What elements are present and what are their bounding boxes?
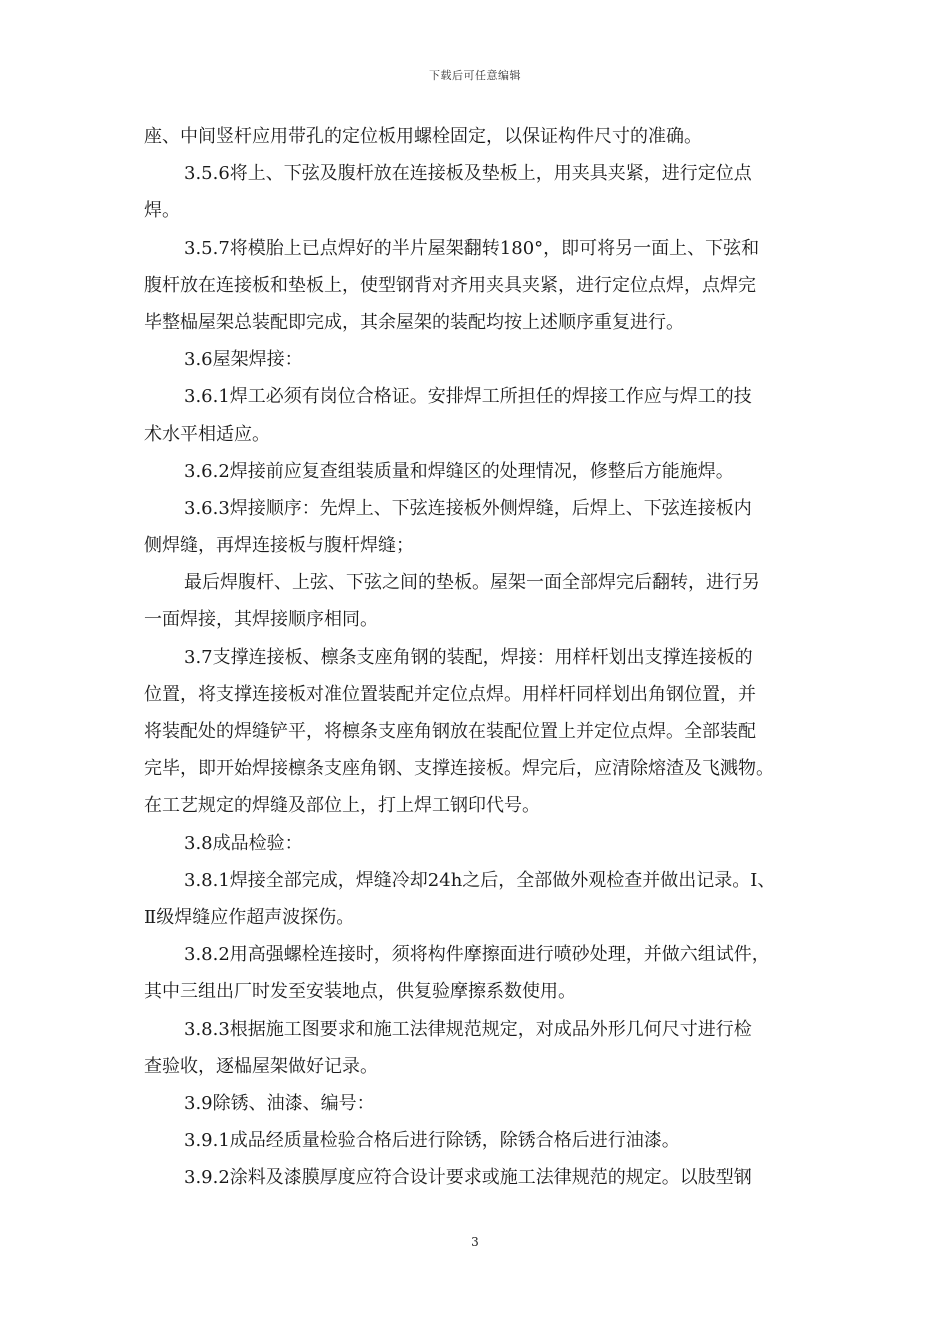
text-line: 3.5.6将上、下弦及腹杆放在连接板及垫板上，用夹具夹紧，进行定位点 bbox=[184, 163, 752, 185]
text-line: 3.9.2涂料及漆膜厚度应符合设计要求或施工法律规范的规定。以肢型钢 bbox=[184, 1167, 752, 1189]
text-line: 3.8.2用高强螺栓连接时，须将构件摩擦面进行喷砂处理，并做六组试件， bbox=[184, 944, 770, 966]
text-line: 3.8成品检验： bbox=[184, 832, 303, 854]
text-line: 3.6.1焊工必须有岗位合格证。安排焊工所担任的焊接工作应与焊工的技 bbox=[184, 386, 752, 408]
text-line: Ⅱ级焊缝应作超声波探伤。 bbox=[144, 906, 355, 928]
text-line: 焊。 bbox=[144, 200, 180, 222]
text-line: 3.5.7将模胎上已点焊好的半片屋架翻转180°，即可将另一面上、下弦和 bbox=[184, 237, 760, 259]
text-line: 座、中间竖杆应用带孔的定位板用螺栓固定，以保证构件尺寸的准确。 bbox=[144, 126, 702, 147]
text-line: 术水平相适应。 bbox=[144, 423, 270, 445]
text-line: 3.7支撑连接板、檩条支座角钢的装配，焊接：用样杆划出支撑连接板的 bbox=[184, 646, 753, 668]
text-line: 侧焊缝，再焊连接板与腹杆焊缝； bbox=[144, 535, 414, 557]
text-line: 3.9.1成品经质量检验合格后进行除锈，除锈合格后进行油漆。 bbox=[184, 1130, 680, 1152]
text-line: 其中三组出厂时发至安装地点，供复验摩擦系数使用。 bbox=[144, 981, 576, 1003]
text-line: 一面焊接，其焊接顺序相同。 bbox=[144, 609, 378, 631]
text-line: 3.8.1焊接全部完成，焊缝冷却24h之后，全部做外观检查并做出记录。Ⅰ、 bbox=[184, 869, 776, 891]
body-text bbox=[144, 118, 810, 1196]
page-header: 下载后可任意编辑 bbox=[429, 69, 521, 82]
text-line: 3.8.3根据施工图要求和施工法律规范规定，对成品外形几何尺寸进行检 bbox=[184, 1018, 752, 1040]
text-line: 毕整榀屋架总装配即完成，其余屋架的装配均按上述顺序重复进行。 bbox=[144, 311, 684, 333]
text-line: 在工艺规定的焊缝及部位上，打上焊工钢印代号。 bbox=[144, 795, 540, 817]
page-number: 3 bbox=[471, 1235, 479, 1249]
text-line: 腹杆放在连接板和垫板上，使型钢背对齐用夹具夹紧，进行定位点焊，点焊完 bbox=[144, 274, 756, 296]
text-line: 3.9除锈、油漆、编号： bbox=[184, 1092, 375, 1114]
text-line: 最后焊腹杆、上弦、下弦之间的垫板。屋架一面全部焊完后翻转，进行另 bbox=[184, 572, 760, 594]
text-line: 3.6.3焊接顺序：先焊上、下弦连接板外侧焊缝，后焊上、下弦连接板内 bbox=[184, 497, 752, 519]
text-line: 位置，将支撑连接板对准位置装配并定位点焊。用样杆同样划出角钢位置，并 bbox=[144, 683, 756, 705]
text-line: 完毕，即开始焊接檩条支座角钢、支撑连接板。焊完后，应清除熔渣及飞溅物。 bbox=[144, 758, 774, 780]
text-line: 3.6.2焊接前应复查组装质量和焊缝区的处理情况，修整后方能施焊。 bbox=[184, 460, 734, 482]
text-line: 将装配处的焊缝铲平，将檩条支座角钢放在装配位置上并定位点焊。全部装配 bbox=[144, 721, 756, 742]
text-line: 查验收，逐榀屋架做好记录。 bbox=[144, 1055, 378, 1077]
text-line: 3.6屋架焊接： bbox=[184, 349, 303, 371]
